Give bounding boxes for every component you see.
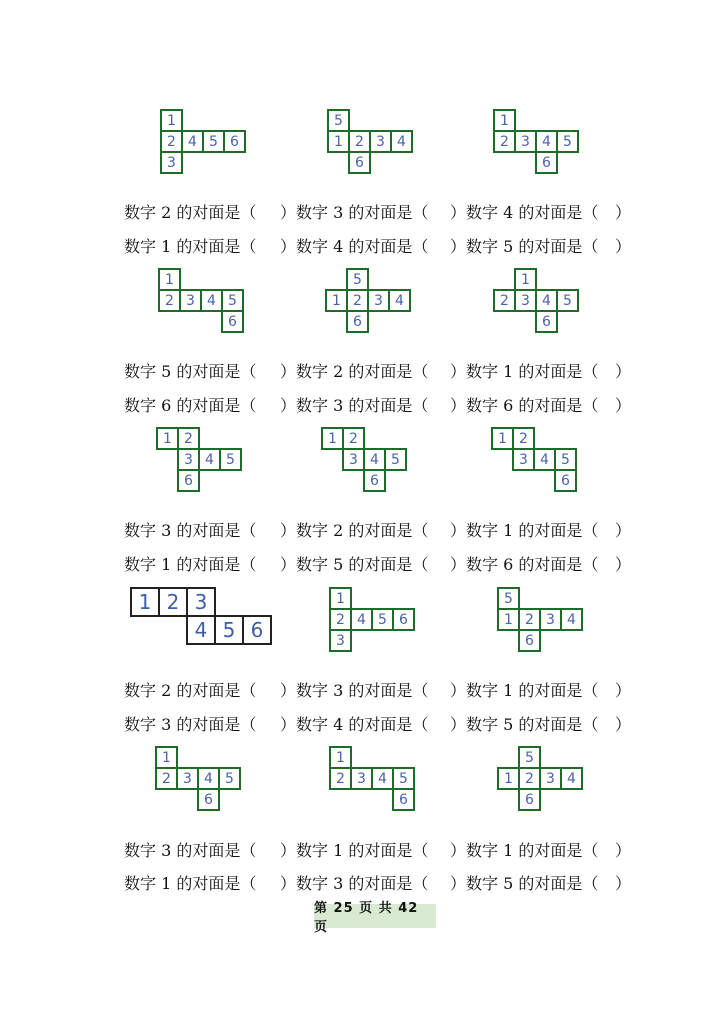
- question-text: ）数字 6 的对面是（: [450, 555, 599, 574]
- net-cell: 5: [371, 608, 394, 631]
- question-text: ）数字 2 的对面是（: [280, 521, 429, 540]
- question-text: ）数字 1 的对面是（: [450, 681, 599, 700]
- net-cell: 5: [518, 746, 541, 769]
- question-text: ）: [615, 715, 632, 734]
- net-cell: 1: [329, 587, 352, 610]
- net-cell: 2: [160, 130, 183, 153]
- net-cell: 1: [329, 746, 352, 769]
- net-cell: 5: [221, 289, 244, 312]
- net-cell: 6: [223, 130, 246, 153]
- net-cell: 2: [346, 289, 369, 312]
- net-cell: 3: [186, 587, 216, 617]
- net-cell: 6: [392, 608, 415, 631]
- net-cell: 1: [327, 130, 350, 153]
- question-text: ）数字 1 的对面是（: [450, 521, 599, 540]
- net-cell: 2: [158, 289, 181, 312]
- question-text: 数字 2 的对面是（: [124, 203, 257, 222]
- net-cell: 5: [392, 767, 415, 790]
- question-text: ）数字 3 的对面是（: [280, 396, 429, 415]
- question-text: 数字 3 的对面是（: [124, 841, 257, 860]
- question-text: ）数字 1 的对面是（: [450, 841, 599, 860]
- question-text: 数字 2 的对面是（: [124, 681, 257, 700]
- net-cell: 1: [321, 427, 344, 450]
- question-text: ）数字 5 的对面是（: [450, 874, 599, 893]
- net-cell: 3: [176, 767, 199, 790]
- cube-net: [497, 746, 627, 826]
- question-text: ）: [615, 841, 632, 860]
- net-cell: 6: [221, 310, 244, 333]
- net-cell: 1: [497, 608, 520, 631]
- question-text: ）数字 4 的对面是（: [280, 715, 429, 734]
- question-text: ）数字 5 的对面是（: [450, 715, 599, 734]
- net-cell: 4: [535, 289, 558, 312]
- net-cell: 6: [535, 151, 558, 174]
- net-cell: 2: [329, 767, 352, 790]
- net-cell: 6: [346, 310, 369, 333]
- net-cell: 2: [493, 289, 516, 312]
- net-cell: 1: [160, 109, 183, 132]
- question-text: ）数字 5 的对面是（: [450, 237, 599, 256]
- net-cell: 4: [535, 130, 558, 153]
- question-text: 数字 3 的对面是（: [124, 521, 257, 540]
- cube-net: [156, 427, 286, 507]
- question-text: 数字 5 的对面是（: [124, 362, 257, 381]
- net-cell: 4: [198, 448, 221, 471]
- cube-net: [329, 587, 459, 667]
- net-cell: 5: [202, 130, 225, 153]
- cube-net: [321, 427, 451, 507]
- cube-net: [327, 109, 457, 189]
- net-cell: 1: [155, 746, 178, 769]
- net-cell: 5: [327, 109, 350, 132]
- net-cell: 1: [497, 767, 520, 790]
- net-cell: 6: [242, 615, 272, 645]
- net-cell: 5: [219, 448, 242, 471]
- net-cell: 3: [350, 767, 373, 790]
- cube-net: [493, 268, 623, 348]
- net-cell: 4: [350, 608, 373, 631]
- question-text: ）数字 6 的对面是（: [450, 396, 599, 415]
- net-cell: 4: [560, 608, 583, 631]
- cube-net: [493, 109, 623, 189]
- net-cell: 1: [491, 427, 514, 450]
- net-cell: 3: [512, 448, 535, 471]
- net-cell: 4: [371, 767, 394, 790]
- net-cell: 5: [384, 448, 407, 471]
- net-cell: 4: [533, 448, 556, 471]
- question-text: ）数字 2 的对面是（: [280, 362, 429, 381]
- question-text: ）: [615, 521, 632, 540]
- question-text: ）: [615, 874, 632, 893]
- question-text: ）数字 3 的对面是（: [280, 874, 429, 893]
- net-cell: 1: [325, 289, 348, 312]
- question-text: 数字 1 的对面是（: [124, 555, 257, 574]
- net-cell: 2: [518, 767, 541, 790]
- question-text: ）数字 4 的对面是（: [450, 203, 599, 222]
- net-cell: 6: [535, 310, 558, 333]
- net-cell: 1: [158, 268, 181, 291]
- net-cell: 1: [130, 587, 160, 617]
- question-text: ）: [615, 203, 632, 222]
- net-cell: 6: [363, 469, 386, 492]
- net-cell: 3: [539, 767, 562, 790]
- net-cell: 5: [554, 448, 577, 471]
- net-cell: 1: [156, 427, 179, 450]
- cube-net: [497, 587, 627, 667]
- net-cell: 6: [348, 151, 371, 174]
- net-cell: 4: [560, 767, 583, 790]
- net-cell: 6: [554, 469, 577, 492]
- net-cell: 3: [539, 608, 562, 631]
- net-cell: 6: [197, 788, 220, 811]
- question-text: ）数字 4 的对面是（: [280, 237, 429, 256]
- question-text: ）: [615, 555, 632, 574]
- net-cell: 2: [158, 587, 188, 617]
- question-text: 数字 6 的对面是（: [124, 396, 257, 415]
- question-text: ）数字 3 的对面是（: [280, 681, 429, 700]
- cube-net: [329, 746, 459, 826]
- net-cell: 4: [197, 767, 220, 790]
- question-text: ）: [615, 237, 632, 256]
- net-cell: 5: [218, 767, 241, 790]
- net-cell: 6: [177, 469, 200, 492]
- question-text: ）: [615, 362, 632, 381]
- net-cell: 2: [177, 427, 200, 450]
- net-cell: 3: [160, 151, 183, 174]
- net-cell: 4: [200, 289, 223, 312]
- cube-net: [130, 587, 264, 667]
- question-text: ）数字 5 的对面是（: [280, 555, 429, 574]
- net-cell: 4: [388, 289, 411, 312]
- page-footer: 第 25 页 共 42 页: [314, 904, 436, 928]
- question-text: ）: [615, 396, 632, 415]
- net-cell: 3: [179, 289, 202, 312]
- net-cell: 3: [514, 289, 537, 312]
- net-cell: 2: [518, 608, 541, 631]
- question-text: 数字 1 的对面是（: [124, 874, 257, 893]
- net-cell: 2: [512, 427, 535, 450]
- cube-net: [491, 427, 621, 507]
- net-cell: 6: [518, 788, 541, 811]
- net-cell: 2: [329, 608, 352, 631]
- cube-net: [325, 268, 455, 348]
- net-cell: 2: [348, 130, 371, 153]
- cube-net: [160, 109, 290, 189]
- question-text: 数字 1 的对面是（: [124, 237, 257, 256]
- net-cell: 2: [155, 767, 178, 790]
- question-text: 数字 3 的对面是（: [124, 715, 257, 734]
- net-cell: 3: [177, 448, 200, 471]
- question-text: ）数字 1 的对面是（: [280, 841, 429, 860]
- question-text: ）: [615, 681, 632, 700]
- net-cell: 5: [346, 268, 369, 291]
- net-cell: 1: [514, 268, 537, 291]
- net-cell: 3: [329, 629, 352, 652]
- net-cell: 2: [342, 427, 365, 450]
- net-cell: 5: [214, 615, 244, 645]
- net-cell: 5: [556, 130, 579, 153]
- cube-net: [155, 746, 285, 826]
- net-cell: 3: [367, 289, 390, 312]
- net-cell: 5: [556, 289, 579, 312]
- net-cell: 4: [390, 130, 413, 153]
- net-cell: 1: [493, 109, 516, 132]
- net-cell: 6: [392, 788, 415, 811]
- net-cell: 2: [493, 130, 516, 153]
- net-cell: 6: [518, 629, 541, 652]
- net-cell: 3: [342, 448, 365, 471]
- net-cell: 3: [369, 130, 392, 153]
- net-cell: 4: [181, 130, 204, 153]
- net-cell: 4: [186, 615, 216, 645]
- net-cell: 4: [363, 448, 386, 471]
- net-cell: 5: [497, 587, 520, 610]
- cube-net: [158, 268, 288, 348]
- question-text: ）数字 1 的对面是（: [450, 362, 599, 381]
- net-cell: 3: [514, 130, 537, 153]
- question-text: ）数字 3 的对面是（: [280, 203, 429, 222]
